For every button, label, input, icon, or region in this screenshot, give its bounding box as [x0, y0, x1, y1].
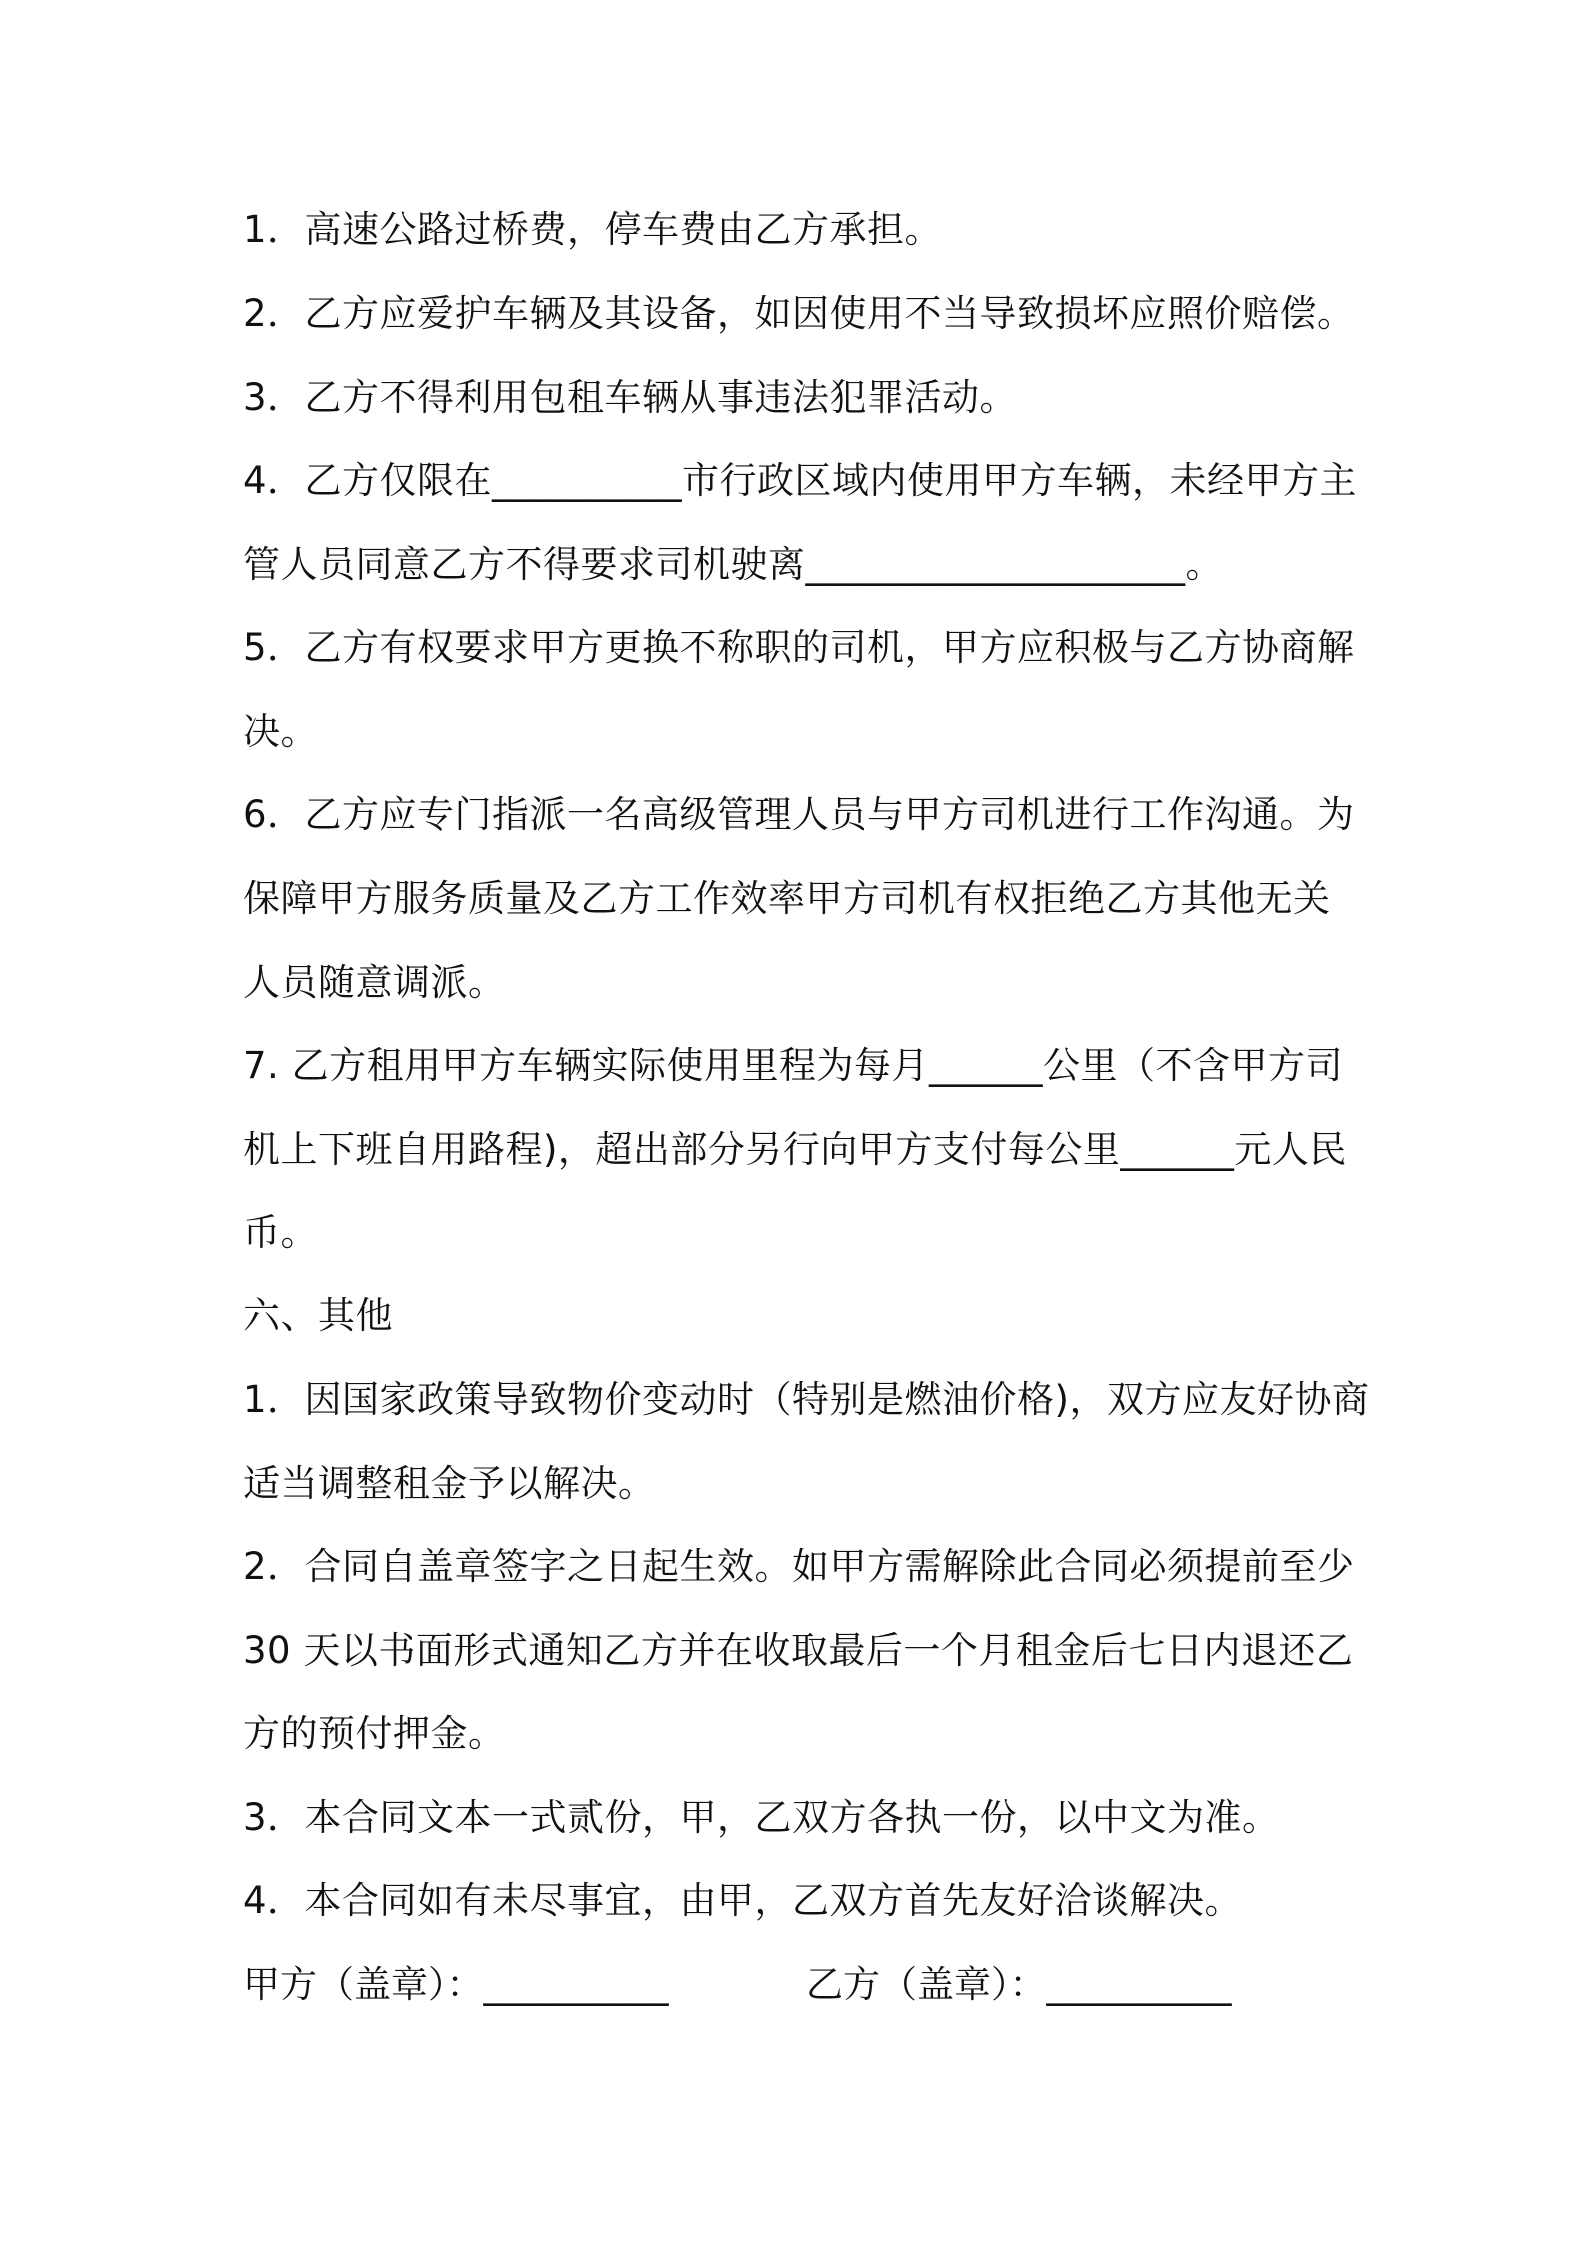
clause-line: 6．乙方应专门指派一名高级管理人员与甲方司机进行工作沟通。为 — [243, 793, 1355, 836]
clause-line: 决。 — [243, 710, 318, 753]
clause-line: 人员随意调派。 — [243, 961, 506, 1004]
clause-line: 30 天以书面形式通知乙方并在收取最后一个月租金后七日内退还乙 — [243, 1629, 1354, 1672]
clause-line: 方的预付押金。 — [243, 1712, 506, 1755]
clause-line: 保障甲方服务质量及乙方工作效率甲方司机有权拒绝乙方其他无关 — [243, 877, 1331, 920]
clause-line: 1．高速公路过桥费，停车费由乙方承担。 — [243, 208, 943, 251]
clause-line: 适当调整租金予以解决。 — [243, 1462, 656, 1505]
clause-line: 7. 乙方租用甲方车辆实际使用里程为每月______公里（不含甲方司 — [243, 1044, 1344, 1087]
clause-line: 3．本合同文本一式贰份，甲，乙双方各执一份，以中文为准。 — [243, 1796, 1280, 1839]
party-a-signature: 甲方（盖章）：__________ — [243, 1963, 669, 2006]
clause-line: 3．乙方不得利用包租车辆从事违法犯罪活动。 — [243, 376, 1018, 419]
section-heading: 六、其他 — [243, 1294, 393, 1337]
clause-line: 2．乙方应爱护车辆及其设备，如因使用不当导致损坏应照价赔偿。 — [243, 292, 1355, 335]
clause-line: 2．合同自盖章签字之日起生效。如甲方需解除此合同必须提前至少 — [243, 1545, 1355, 1588]
clause-line: 机上下班自用路程)，超出部分另行向甲方支付每公里______元人民 — [243, 1128, 1347, 1171]
clause-line: 4．乙方仅限在__________市行政区域内使用甲方车辆，未经甲方主 — [243, 459, 1358, 502]
clause-line: 4．本合同如有未尽事宜，由甲，乙双方首先友好洽谈解决。 — [243, 1879, 1243, 1922]
clause-line: 5．乙方有权要求甲方更换不称职的司机，甲方应积极与乙方协商解 — [243, 626, 1355, 669]
clause-line: 1．因国家政策导致物价变动时（特别是燃油价格)，双方应友好协商 — [243, 1378, 1370, 1421]
clause-line: 管人员同意乙方不得要求司机驶离____________________。 — [243, 543, 1223, 586]
party-b-signature: 乙方（盖章）：__________ — [806, 1963, 1232, 2006]
clause-line: 币。 — [243, 1211, 318, 1254]
